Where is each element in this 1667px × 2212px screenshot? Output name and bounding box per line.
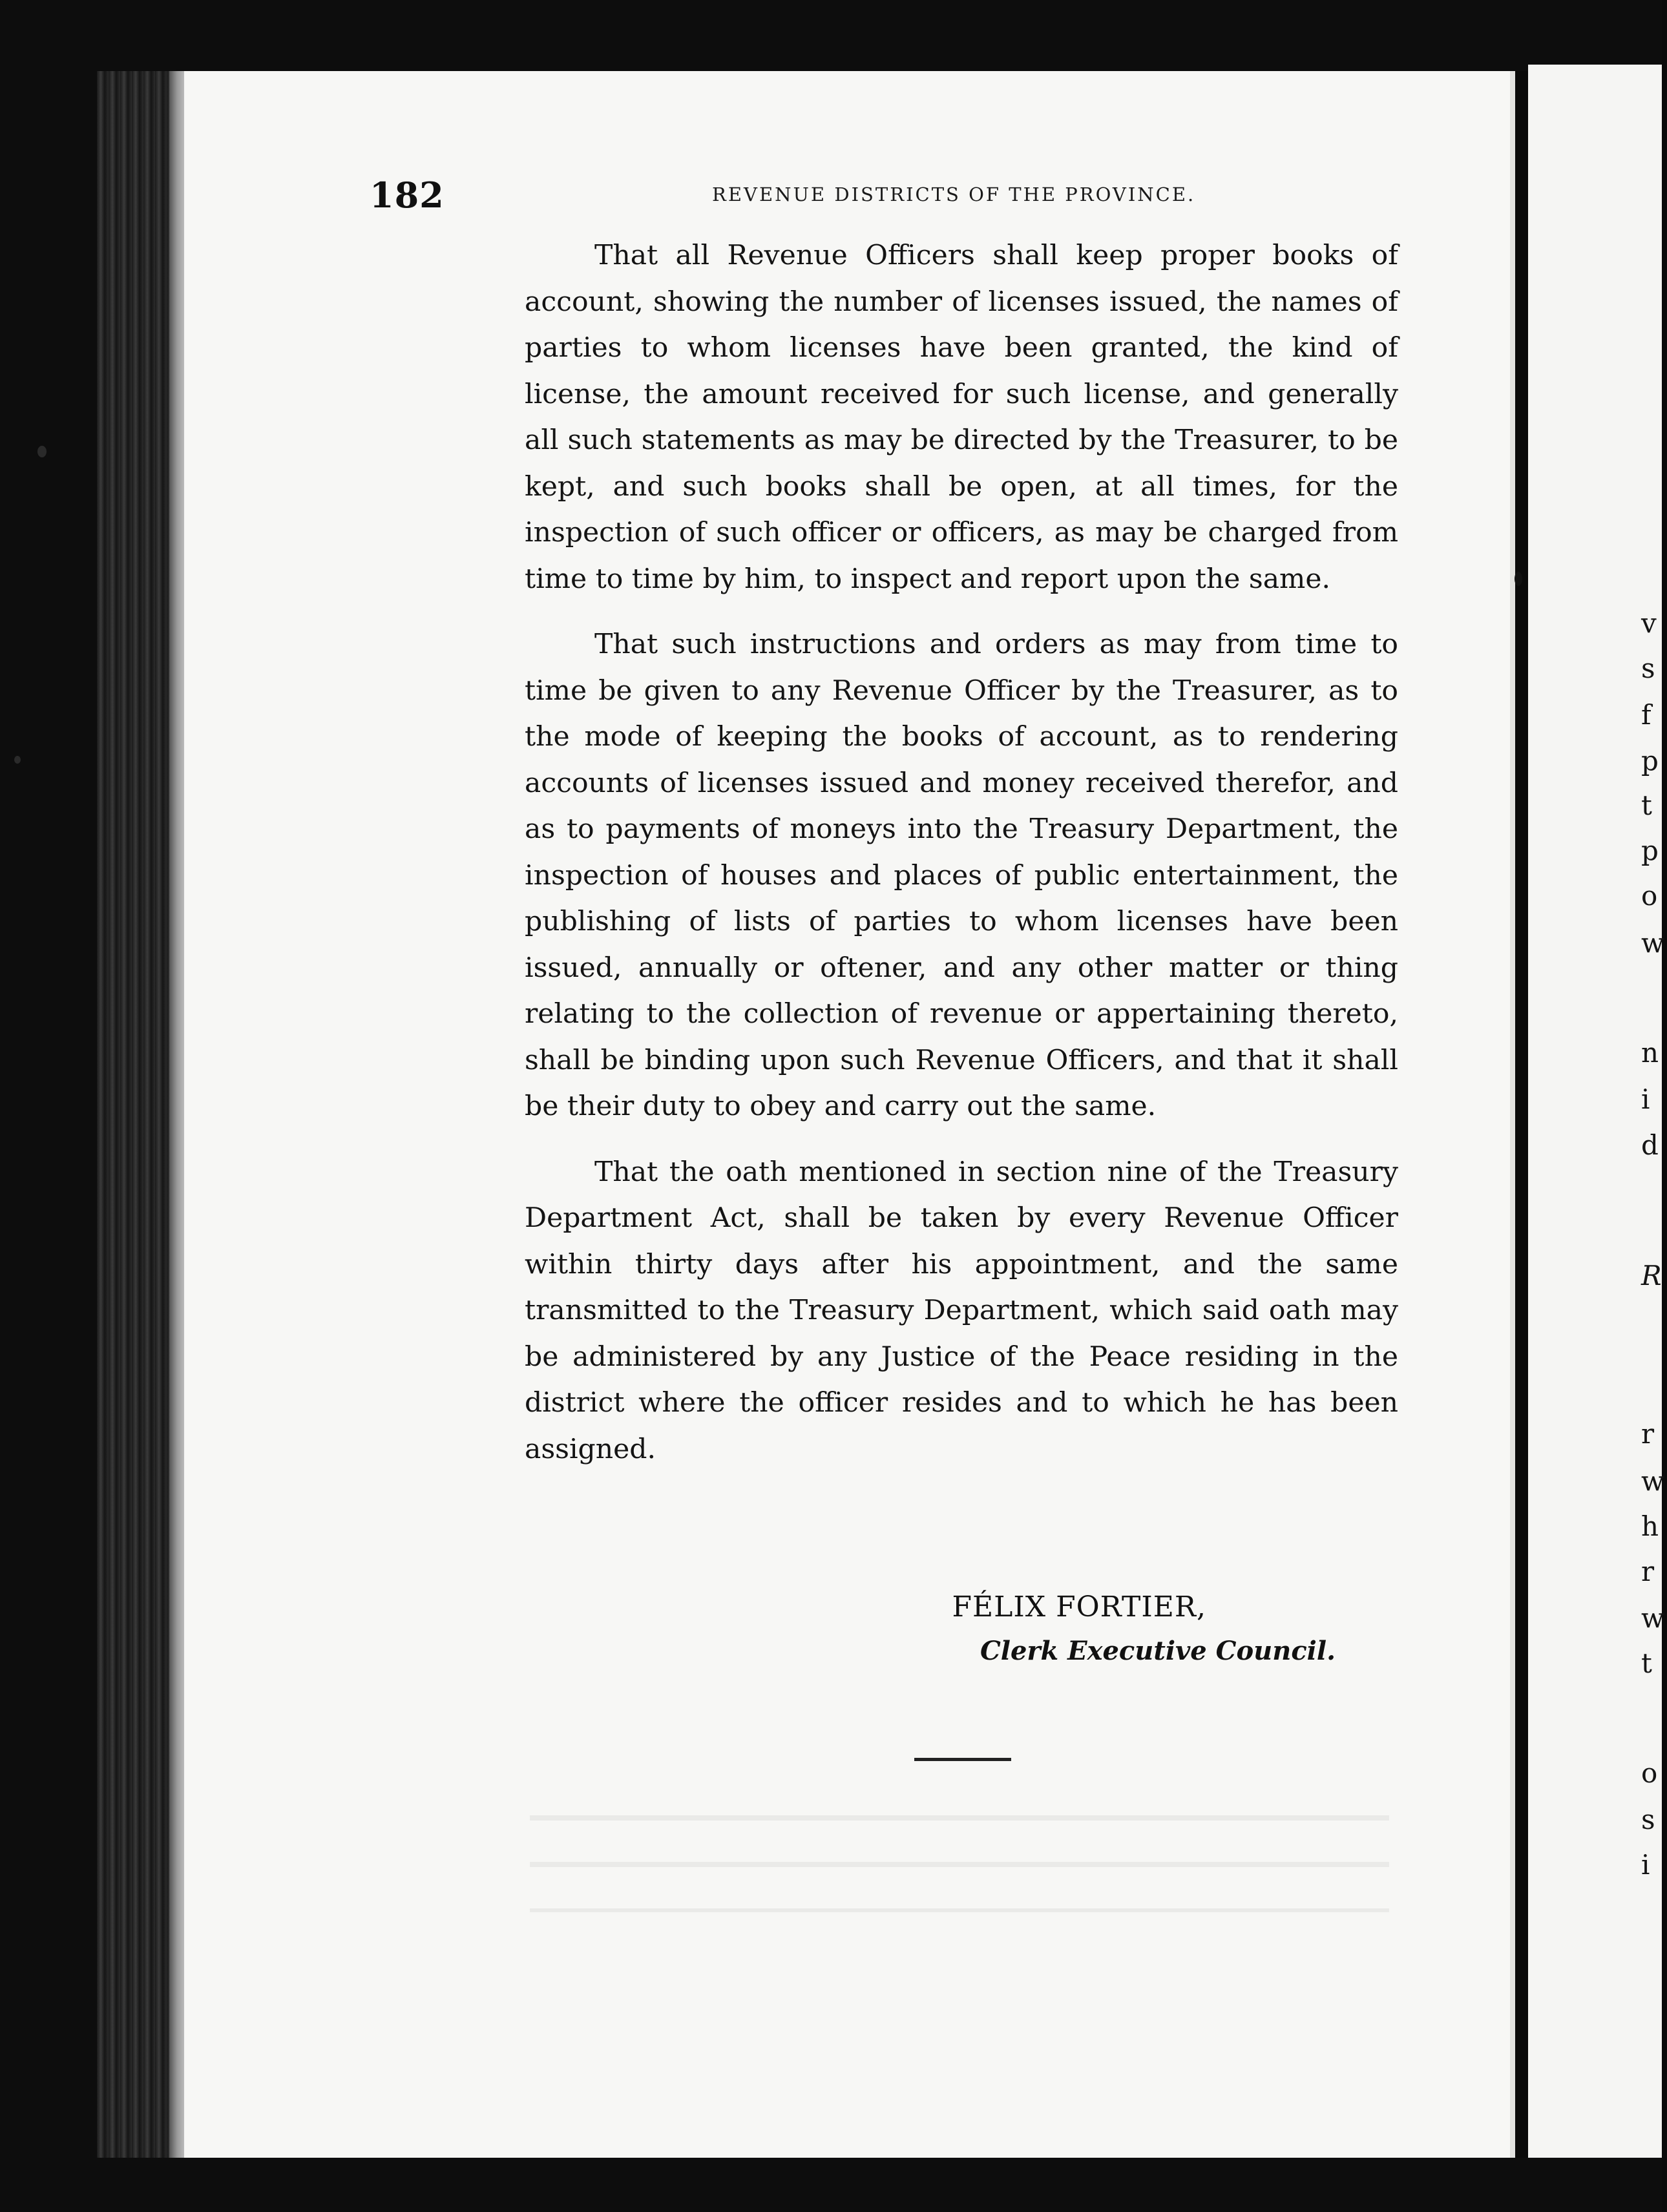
facing-letter: w	[1641, 1465, 1664, 1497]
facing-letter: s	[1641, 1804, 1655, 1835]
facing-letter: h	[1641, 1510, 1659, 1542]
facing-page-text	[1641, 0, 1667, 2212]
scan-speck	[37, 446, 47, 457]
facing-letter: p	[1641, 835, 1659, 866]
paragraph-2: That such instructions and orders as may from time to time be given to any Revenue Officer by the Treasurer, as to the mode of keeping the books of account, as to rendering accounts of licenses issued and money received therefor, and as to payments of moneys into the Treasury Department, the inspection of houses and places of public entertainment, the publishing of lists of parties to whom licenses have been issued, annually or oftener, and any other matter or thing relating to the collection of revenue or appertaining thereto, shall be binding upon such Revenue Officers, and that it shall be their duty to obey and carry out the same.	[525, 629, 1398, 1122]
signatory-title: Clerk Executive Council.	[980, 1636, 1336, 1666]
facing-letter: w	[1641, 1602, 1664, 1634]
book-spine	[97, 71, 174, 2158]
facing-letter: R	[1641, 1260, 1662, 1291]
bleed-through-text	[530, 1783, 1389, 1912]
facing-letter: v	[1641, 607, 1657, 639]
page-number: 182	[370, 174, 445, 216]
facing-letter: d	[1641, 1129, 1659, 1161]
paragraph-1: That all Revenue Officers shall keep proper books of account, showing the number of licenses issued, the names of parties to whom licenses have been granted, the kind of license, the amount received for such license, and generally all such statements as may be directed by the Treasurer, to be kept, and such books shall be open, at all times, for the inspection of such officer or officers, as may be charged from time to time by him, to inspect and report upon the same.	[525, 240, 1398, 595]
facing-letter: s	[1641, 652, 1655, 684]
facing-letter: r	[1641, 1418, 1655, 1450]
scan-speck	[14, 756, 21, 764]
facing-letter: i	[1641, 1849, 1650, 1881]
facing-letter: o	[1641, 880, 1658, 912]
running-head: REVENUE DISTRICTS OF THE PROVINCE.	[712, 183, 1196, 205]
facing-letter: n	[1641, 1037, 1659, 1069]
facing-letter: w	[1641, 927, 1664, 959]
facing-letter: f	[1641, 699, 1651, 731]
body-text	[525, 233, 1398, 1492]
scan-speck	[1515, 572, 1522, 586]
section-divider	[914, 1758, 1011, 1761]
facing-letter: t	[1641, 1647, 1652, 1679]
facing-letter: i	[1641, 1083, 1650, 1115]
page-header	[370, 174, 1398, 220]
signature-block	[525, 1584, 1336, 1672]
signatory-name: FÉLIX FORTIER,	[952, 1591, 1206, 1623]
gutter	[1515, 71, 1528, 2158]
facing-letter: t	[1641, 789, 1652, 821]
facing-letter: p	[1641, 745, 1659, 777]
facing-letter: o	[1641, 1757, 1658, 1789]
paragraph-3: That the oath mentioned in section nine of the Treasury Department Act, shall be taken by every Revenue Officer within thirty days after his appointment, and the same transmitted to the Treasury Department, which said oath may be administered by any Justice of the Peace residing in the district where the officer resides and to which he has been assigned.	[525, 1156, 1398, 1465]
facing-letter: r	[1641, 1556, 1655, 1587]
